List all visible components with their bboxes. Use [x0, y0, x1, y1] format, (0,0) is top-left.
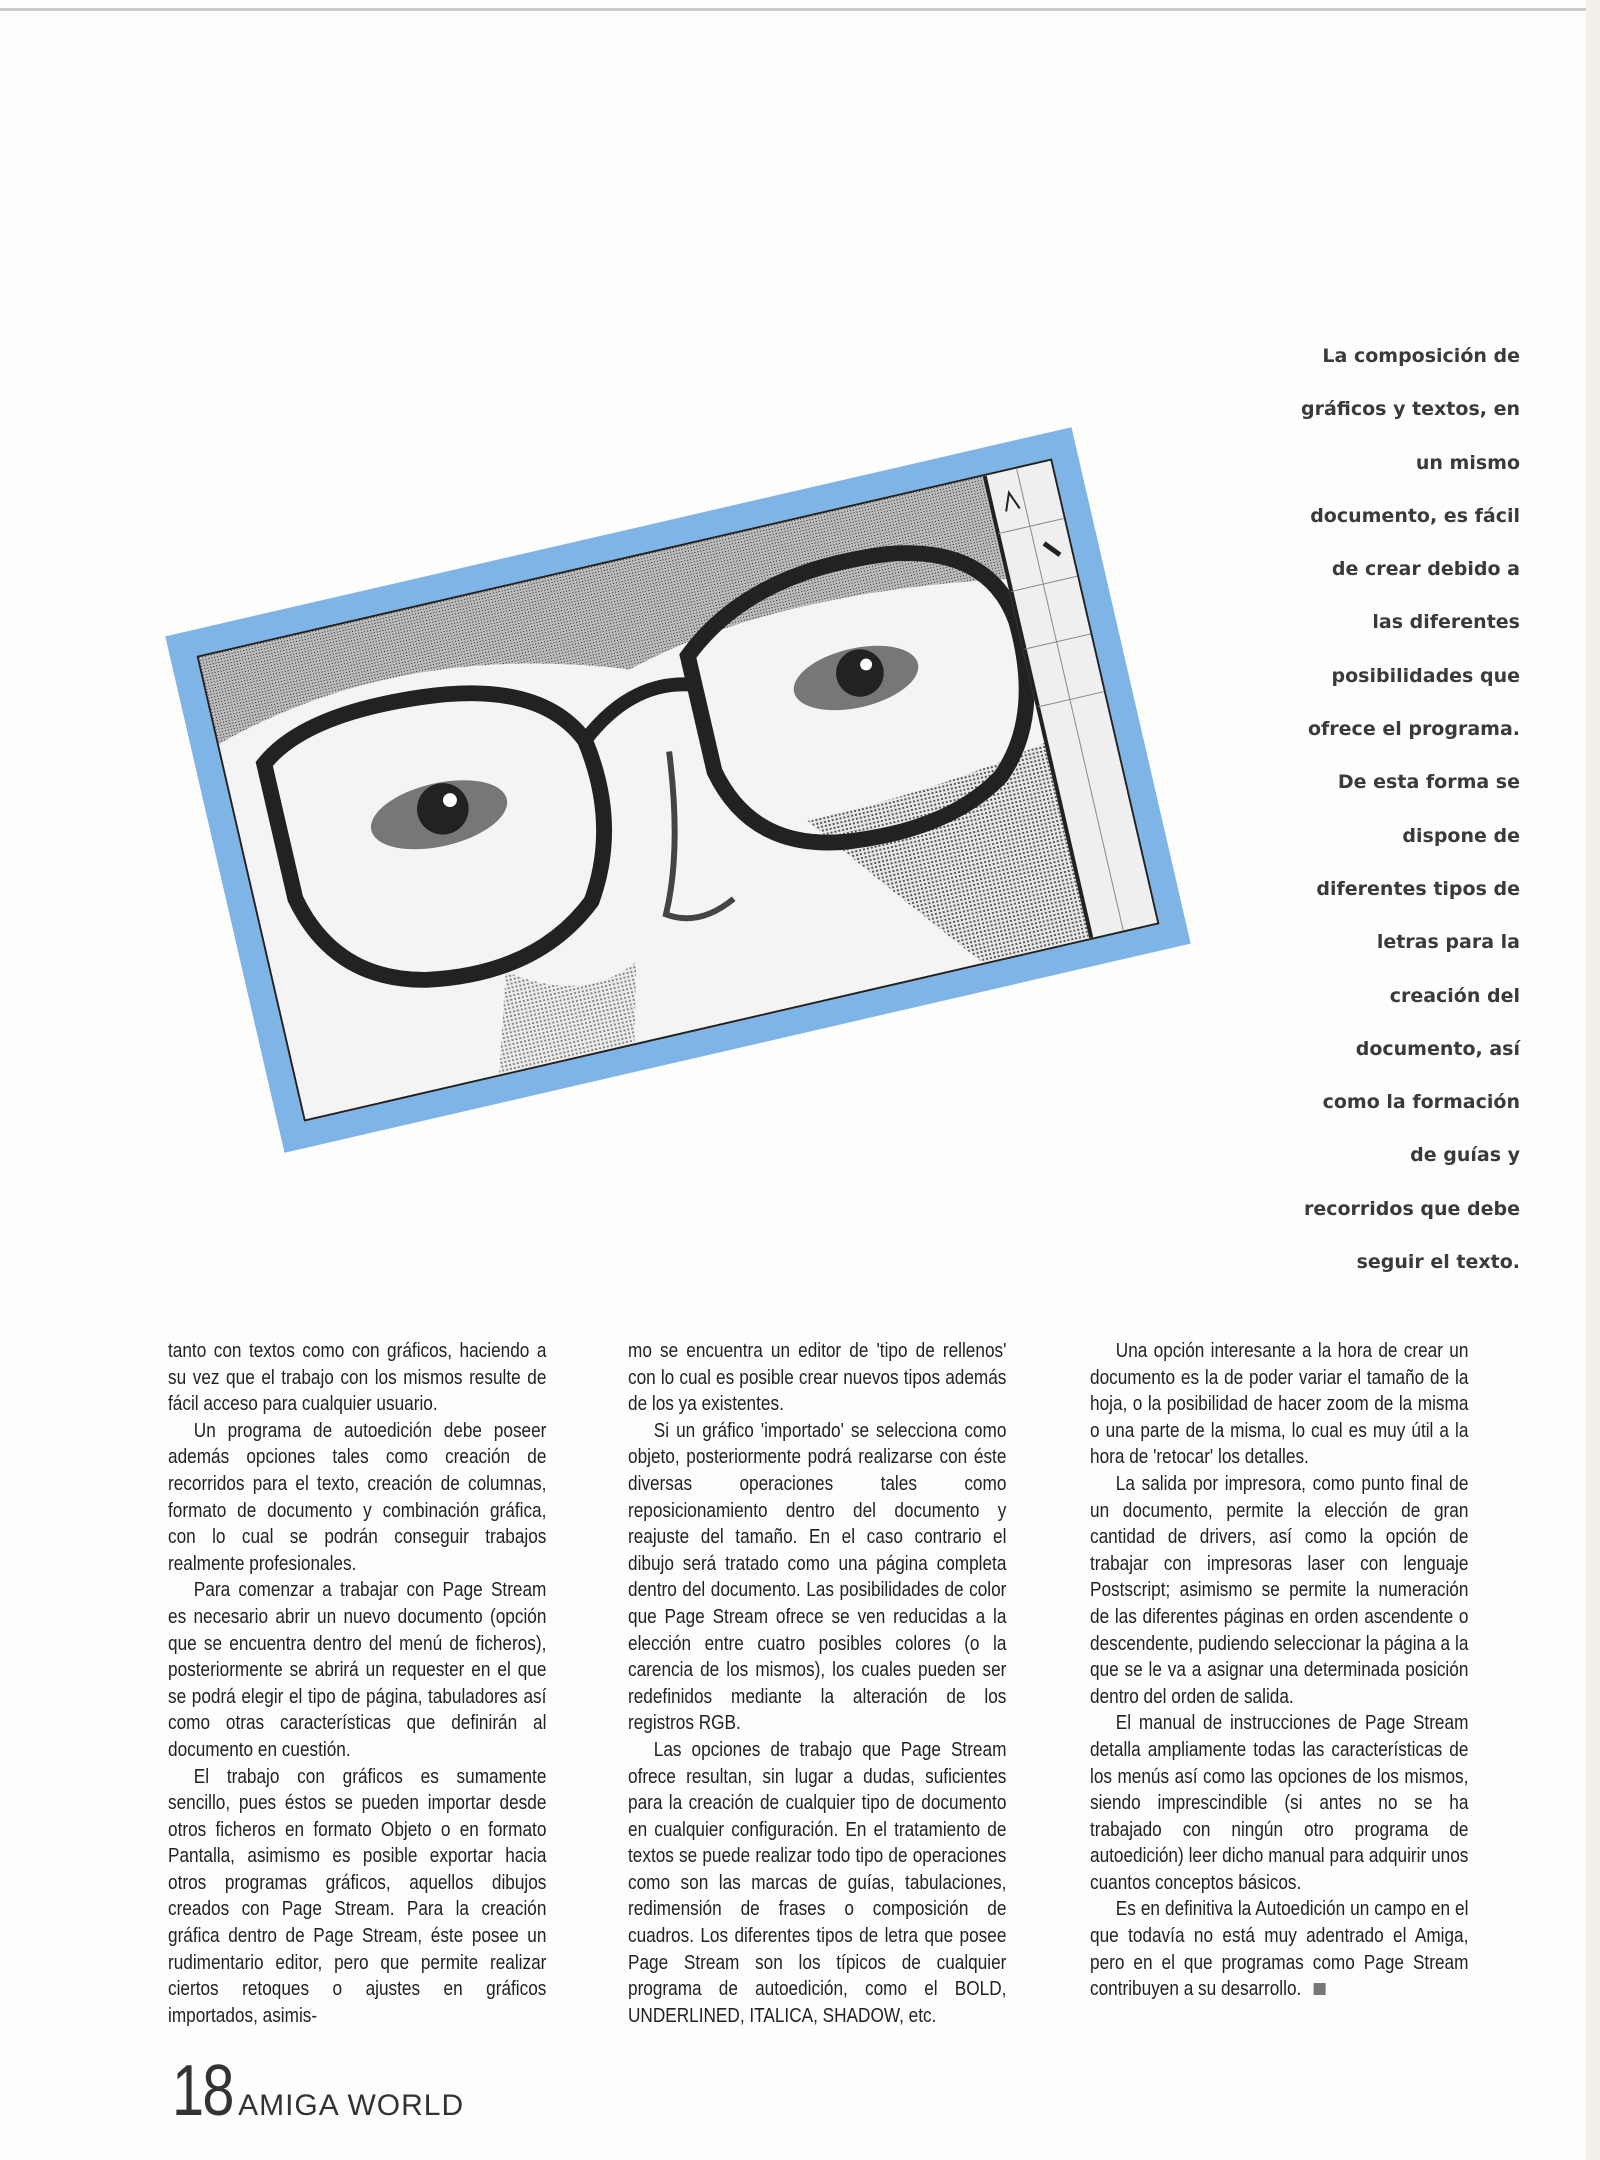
paragraph: Si un gráfico 'importado' se selecciona como objeto, posteriormente podrá realizarse con éste diversas operaciones tales como reposicionamiento dentro del documento y reajuste del tamaño. En el caso contrario el dibujo será tratado como una página completa dentro del documento. Las posibilidades de color que Page Stream ofrece se ven reducidas a la elección entre cuatro posibles colores (o la carencia de los mismos), los cuales pueden ser redefinidos mediante la alteración de los registros RGB.: [628, 1419, 1007, 1735]
caption-line: posibilidades que: [1331, 664, 1520, 687]
caption-line: seguir el texto.: [1356, 1251, 1520, 1274]
caption-line: como la formación: [1322, 1091, 1520, 1114]
paragraph: El trabajo con gráficos es sumamente sencillo, pues éstos se pueden importar desde otros ficheros en formato Objeto o en formato Pantalla, asimismo es posible exportar hacia otros programas gráficos, aquellos dibujos creados con Page Stream. Para la creación gráfica dentro de Page Stream, éste posee un rudimentario editor, pero que permite realizar ciertos retoques o ajustes en gráficos importados, asimis-: [168, 1765, 547, 2027]
figure-caption: [1100, 330, 1520, 1289]
caption-line: de guías y: [1410, 1144, 1520, 1167]
eyes-glasses-icon: [199, 461, 1157, 1119]
paragraph: Para comenzar a trabajar con Page Stream es necesario abrir un nuevo documento (opción que se encuentra dentro del menú de ficheros), posteriormente se abrirá un requester en el que se podrá elegir el tipo de página, tabuladores así como otras características que definirán al documento en cuestión.: [168, 1579, 547, 1761]
text-column-3: [1090, 1338, 1468, 2003]
caption-line: La composición de: [1322, 345, 1520, 367]
caption-line: De esta forma se: [1337, 771, 1520, 794]
caption-line: creación del: [1389, 984, 1520, 1007]
paragraph: El manual de instrucciones de Page Stream detalla ampliamente todas las características de los menús así como las opciones de los mismos, siendo imprescindible (si antes no se ha trabajado con ningún otro programa de autoedición) leer dicho manual para adquirir unos cuantos conceptos básicos.: [1090, 1712, 1469, 1894]
caption-line: diferentes tipos de: [1316, 877, 1520, 900]
paragraph: tanto con textos como con gráficos, haciendo a su vez que el trabajo con los mismos resulte de fácil acceso para cualquier usuario.: [168, 1340, 547, 1416]
caption-line: de crear debido a: [1331, 558, 1520, 581]
figure-frame: [165, 427, 1190, 1153]
page-edge: [1586, 0, 1600, 2160]
caption-line: gráficos y textos, en: [1300, 398, 1520, 421]
end-mark-icon: [1313, 1983, 1325, 1995]
paragraph-text: Es en definitiva la Autoedición un campo en el que todavía no está muy adentrado el Amiga, pero en el que programas como Page Stream contribuyen a su desarrollo.: [1090, 1898, 1469, 2001]
paragraph: La salida por impresora, como punto final de un documento, permite la elección de gran cantidad de drivers, así como la opción de trabajar con impresoras laser con lenguaje Postscript; asimismo se permite la numeración de las diferentes páginas en orden ascendente o descendente, pudiendo seleccionar la página a la que se le va a asignar una determinada posición dentro del orden de salida.: [1090, 1472, 1469, 1708]
caption-line: las diferentes: [1372, 611, 1520, 634]
top-rule: [0, 8, 1600, 11]
text-column-1: [168, 1338, 546, 2029]
caption-line: documento, así: [1355, 1037, 1520, 1060]
page-footer: [172, 2050, 464, 2132]
caption-line: letras para la: [1376, 931, 1520, 954]
page-number: 18: [172, 2051, 233, 2131]
figure-image: [196, 458, 1159, 1121]
paragraph: [1090, 1896, 1468, 2002]
caption-line: recorridos que debe: [1303, 1197, 1520, 1220]
paragraph: Un programa de autoedición debe poseer además opciones tales como creación de recorridos para el texto, creación de columnas, formato de documento y combinación gráfica, con lo cual se podrán conseguir trabajos realmente profesionales.: [168, 1419, 547, 1575]
paragraph: Las opciones de trabajo que Page Stream ofrece resultan, sin lugar a dudas, suficientes para la creación de cualquier tipo de documento en cualquier configuración. En el tratamiento de textos se puede realizar todo tipo de operaciones como son las marcas de guías, tabulaciones, redimensión de frases o composición de cuadros. Los diferentes tipos de letra que posee Page Stream son los típicos de cualquier programa de autoedición, como el BOLD, UNDERLINED, ITALICA, SHADOW, etc.: [628, 1738, 1007, 2027]
text-column-2: [628, 1338, 1006, 2029]
caption-line: dispone de: [1402, 824, 1520, 847]
paragraph: Una opción interesante a la hora de crear un documento es la de poder variar el tamaño de la hoja, o la posibilidad de hacer zoom de la misma o una parte de la misma, lo cual es muy útil a la hora de 'retocar' los detalles.: [1090, 1340, 1469, 1469]
caption-line: documento, es fácil: [1310, 504, 1520, 527]
figure: [158, 345, 1192, 1275]
paragraph: mo se encuentra un editor de 'tipo de rellenos' con lo cual es posible crear nuevos tipos además de los ya existentes.: [628, 1340, 1007, 1416]
caption-line: ofrece el programa.: [1307, 718, 1520, 741]
magazine-name: AMIGA WORLD: [238, 2089, 465, 2122]
caption-line: un mismo: [1415, 451, 1520, 474]
